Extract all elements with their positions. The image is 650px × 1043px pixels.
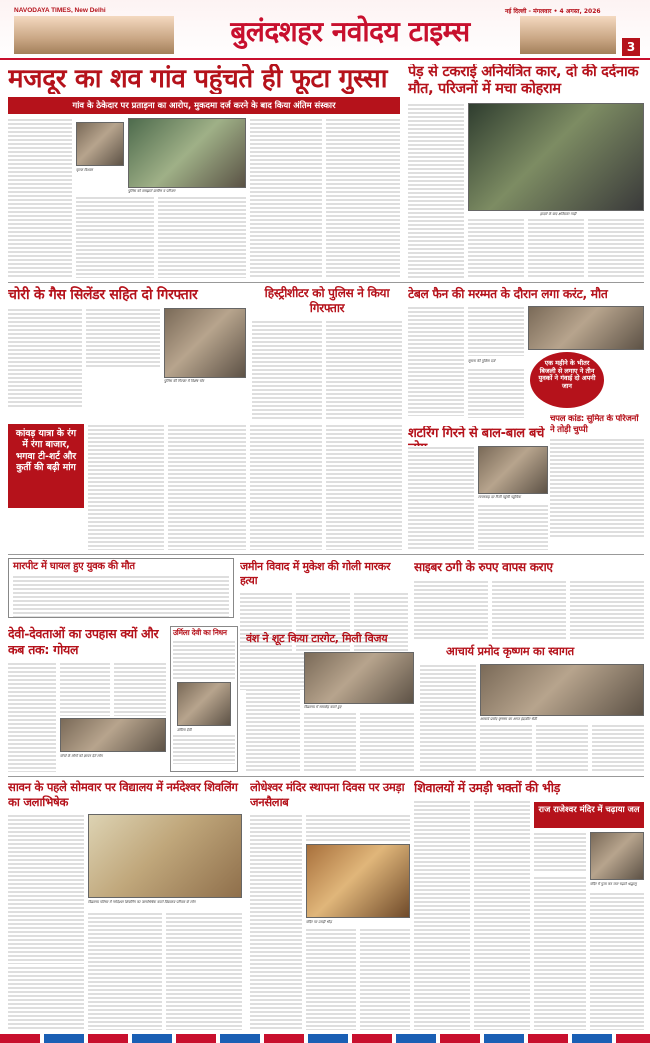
vanshan-caption: विद्यालय में समारोह करते हुए	[304, 705, 342, 709]
injured-box	[8, 558, 234, 618]
goel-photo	[60, 718, 166, 752]
lead-headline: मजदूर का शव गांव पहुंचते ही फूटा गुस्सा	[8, 64, 388, 94]
rajrajeshwar-body-col2	[534, 876, 586, 1030]
urmila-caption: उर्मिला देवी	[177, 728, 192, 732]
cylinder-headline: चोरी के गैस सिलेंडर सहित दो गिरफ्तार	[8, 287, 198, 303]
shuttering-body-col1	[408, 446, 474, 550]
lead-body-col1	[8, 118, 72, 278]
current-caption: सूचना की पुलिस दर्ज	[468, 359, 496, 363]
goel-body-col3	[114, 662, 166, 716]
sawan-body-col2	[88, 912, 162, 1030]
shuttering-photo	[478, 446, 548, 494]
divider	[8, 282, 644, 283]
vanshan-photo	[304, 652, 414, 704]
rajrajeshwar-body-col3	[590, 892, 644, 1030]
historysheeter-body-col2	[326, 320, 402, 420]
vanshan-body-col2	[304, 712, 356, 772]
masthead-city: NAVODAYA TIMES, New Delhi	[14, 7, 106, 14]
urmila-headline: उर्मिला देवी का निधन	[173, 628, 227, 637]
accident-caption: हादसे के बाद क्षतिग्रस्त गाड़ी	[540, 212, 577, 216]
lead-body-col5	[326, 118, 400, 278]
urmila-box	[170, 626, 238, 772]
cyber-body-col2	[492, 580, 566, 640]
lodheshwar-caption: मंदिर पर उमड़ी भीड़	[306, 920, 332, 924]
injured-body	[13, 575, 229, 617]
vanshan-body-col1	[246, 652, 300, 772]
cyber-headline: साइबर ठगी के रुपए वापस कराए	[414, 560, 553, 574]
lead-photo-caption: पुलिस को समझाते ग्रामीण व परिजन	[128, 189, 176, 193]
kawad-body-col2	[168, 424, 246, 550]
pramod-headline: आचार्य प्रमोद कृष्णम का स्वागत	[446, 644, 574, 658]
lead-portrait-caption: मृतक विशाल	[76, 168, 93, 172]
sawan-body-col1b	[8, 966, 84, 1030]
shuttering-body-col2	[478, 504, 548, 550]
shuttering-caption: लापरवाह दर रिजी पहुंची पहुंचिक	[478, 495, 521, 499]
sawan-body-col1	[8, 814, 84, 964]
accident-body-col2	[468, 218, 524, 278]
lead-portrait	[76, 122, 124, 166]
lead-subhead: गांव के ठेकेदार पर प्रताड़ना का आरोप, मुकदमा दर्ज करने के बाद किया अंतिम संस्कार	[8, 97, 400, 114]
current-headline: टेबल फैन की मरम्मत के दौरान लगा करंट, मौत	[408, 287, 608, 301]
sawan-body-col3	[166, 912, 242, 1030]
masthead	[0, 0, 650, 60]
sawan-headline: सावन के पहले सोमवार पर विद्यालय में नर्मदेश्वर शिवलिंग का जलाभिषेक	[8, 780, 238, 809]
shivalay-body-col2	[474, 800, 530, 1030]
lodheshwar-body-col3	[306, 928, 356, 1030]
goel-caption: मोर्चा के लोगों को ज्ञापन देते लोग	[60, 754, 103, 758]
sawan-photo	[88, 814, 242, 898]
rajrajeshwar-headline: राज राजेश्वर मंदिर में चढ़ाया जल	[534, 802, 644, 828]
kawad-body-col1	[88, 424, 164, 550]
shivalay-headline: शिवालयों में उमड़ी भक्तों की भीड़	[414, 780, 561, 795]
shivalay-body-col1	[414, 800, 470, 1030]
urmila-portrait	[177, 682, 231, 726]
sawan-caption: विद्यालय परिसर में नर्मदेश्वर शिवलिंग का जलाभिषेक करते विद्यालय परिवार के लोग	[88, 900, 196, 904]
accident-body-col1	[408, 103, 464, 278]
accident-headline: पेड़ से टकराई अनियंत्रित कार, दो की दर्दनाक मौत, परिजनों में मचा कोहराम	[408, 64, 639, 97]
injured-headline: मारपीट में घायल हुए युवक की मौत	[13, 561, 135, 572]
historysheeter-body-col1	[252, 320, 322, 420]
current-photo	[528, 306, 644, 350]
rajrajeshwar-photo	[590, 832, 644, 880]
accident-body-col3	[528, 218, 584, 278]
lodheshwar-body-col2	[306, 814, 410, 842]
urmila-body-2	[173, 734, 235, 764]
goel-body-col1	[8, 662, 56, 772]
kawad-body-col3	[250, 424, 322, 550]
accident-photo	[468, 103, 644, 211]
goel-headline: देवी-देवताओं का उपहास क्यों और कब तक: गोयल	[8, 626, 159, 657]
lodheshwar-photo	[306, 844, 410, 918]
cyber-body-col3	[570, 580, 644, 640]
kawad-body-col4	[326, 424, 402, 550]
vanshan-headline: वंश ने शूट किया टारगेट, मिली विजय	[246, 632, 388, 645]
pramod-body-col3	[536, 724, 588, 772]
cylinder-caption: पुलिस की गिरफ्त में विशेष चोर	[164, 379, 204, 383]
footer-rule	[0, 1034, 650, 1043]
lodheshwar-headline: लोधेश्वर मंदिर स्थापना दिवस पर उमड़ा जनसैलाब	[250, 780, 405, 809]
current-body-col1	[408, 306, 464, 416]
urmila-body	[173, 640, 235, 680]
lodheshwar-body-col4	[360, 928, 410, 1030]
lodheshwar-body-col1	[250, 814, 302, 1030]
vanshan-body-col3	[360, 712, 414, 772]
chapal-headline: चपल कांड: सुमित के परिजनों ने तोड़ी चुप्पी	[550, 414, 639, 435]
goel-body-col2	[60, 662, 110, 716]
lead-body-col2	[76, 196, 154, 278]
accident-body-col4	[588, 218, 644, 278]
masthead-monument-right	[520, 16, 616, 54]
divider	[8, 554, 644, 555]
pramod-body-col2	[480, 724, 532, 772]
pramod-body-col4	[592, 724, 644, 772]
masthead-title: बुलंदशहर नवोदय टाइम्स	[230, 15, 470, 48]
chapal-body	[550, 438, 644, 538]
rajrajeshwar-body-col1	[534, 832, 586, 872]
shuttering-headline: शटरिंग गिरने से बाल-बाल बचे	[408, 426, 545, 441]
cylinder-body-col2	[86, 308, 160, 368]
cylinder-body-col1	[8, 308, 82, 408]
masthead-monument-left	[14, 16, 174, 54]
land-headline: जमीन विवाद में मुकेश की गोली मारकर हत्या	[240, 560, 391, 587]
historysheeter-headline: हिस्ट्रीशीटर को पुलिस ने किया गिरफ्तार	[264, 286, 390, 315]
rajrajeshwar-caption: मंदिर में पूजा कर जल चढ़ाते श्रद्धालु	[590, 882, 637, 886]
pramod-caption: आचार्य प्रमोद कृष्णम का अगत इंद्रजीत सेठी	[480, 717, 537, 721]
current-body-col3	[468, 368, 524, 418]
lead-body-col3	[158, 196, 246, 278]
cyber-body-col1	[414, 580, 488, 640]
masthead-date: नई दिल्ली - मंगलवार • 4 अगस्त, 2026	[505, 8, 601, 15]
cylinder-photo	[164, 308, 246, 378]
kawad-callout: कांवड़ यात्रा के रंग में रंगा बाजार, भगवा टी-शर्ट और कुर्ती की बढ़ी मांग	[8, 424, 84, 508]
pramod-body-col1	[420, 664, 476, 772]
lead-photo	[128, 118, 246, 188]
divider	[8, 776, 644, 777]
page-number: 3	[622, 38, 640, 56]
pramod-photo	[480, 664, 644, 716]
current-callout: एक महीने के भीतर बिजली से लगाए ने तीन युवकों ने गंवाई दो अपनी जान	[530, 352, 604, 408]
current-body-col2	[468, 306, 524, 356]
lead-body-col4	[250, 118, 322, 278]
